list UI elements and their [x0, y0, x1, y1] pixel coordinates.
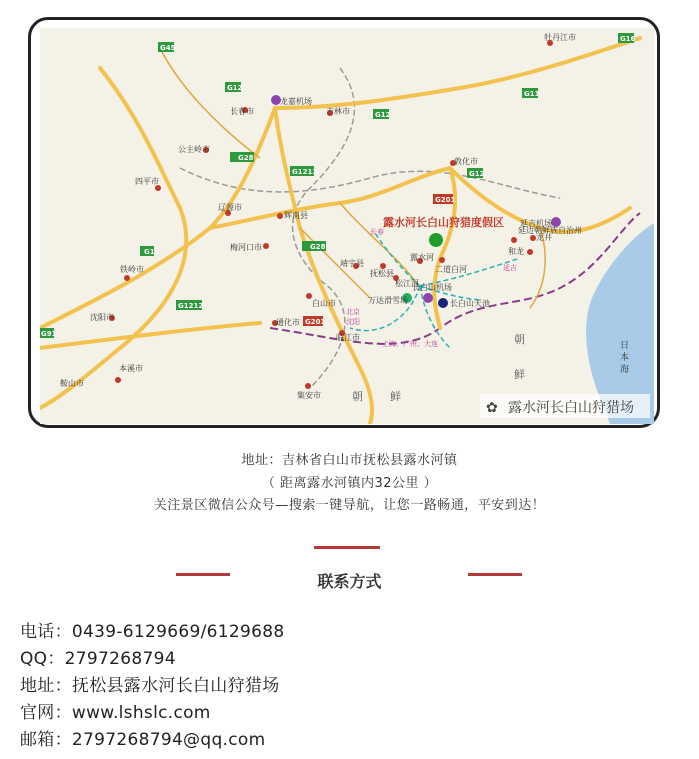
- svg-text:G12: G12: [469, 170, 485, 178]
- svg-text:和龙: 和龙: [508, 247, 524, 256]
- svg-text:集安市: 集安市: [297, 391, 321, 400]
- watermark: 露水河长白山狩猎场: [508, 400, 634, 416]
- svg-text:松江河: 松江河: [395, 279, 419, 288]
- svg-text:本: 本: [620, 353, 630, 363]
- svg-text:龙井: 龙井: [536, 233, 552, 242]
- svg-text:海: 海: [620, 365, 630, 375]
- svg-text:辽源市: 辽源市: [218, 203, 242, 212]
- distance-line: （ 距离露水河镇内32公里 ）: [261, 476, 438, 491]
- address-line: 地址：吉林省白山市抚松县露水河镇: [241, 453, 458, 468]
- svg-text:辉南县: 辉南县: [284, 211, 308, 220]
- svg-text:G1212: G1212: [178, 302, 204, 310]
- resort-label: 露水河长白山狩猎度假区: [383, 216, 504, 229]
- svg-text:鲜: 鲜: [390, 390, 401, 403]
- svg-text:白山市: 白山市: [312, 299, 336, 308]
- svg-text:万达滑雪场: 万达滑雪场: [368, 296, 408, 305]
- svg-text:G16: G16: [620, 35, 636, 43]
- svg-text:鲜: 鲜: [514, 368, 525, 381]
- svg-text:G1: G1: [144, 248, 155, 256]
- svg-text:G45: G45: [160, 44, 176, 52]
- navigation-tip: 关注景区微信公众号—搜索一键导航，让您一路畅通，平安到达！: [153, 498, 546, 513]
- svg-text:抚松县: 抚松县: [370, 269, 394, 278]
- svg-text:四平市: 四平市: [135, 177, 159, 186]
- svg-text:本溪市: 本溪市: [119, 364, 143, 373]
- contact-website[interactable]: 官网：www.lshslc.com: [20, 703, 211, 723]
- svg-text:G201: G201: [435, 196, 456, 204]
- svg-text:长白山天池: 长白山天池: [450, 299, 490, 308]
- svg-text:朝: 朝: [352, 390, 363, 403]
- svg-text:G28: G28: [238, 154, 254, 162]
- svg-text:G11: G11: [524, 90, 540, 98]
- section-divider-top: [314, 546, 380, 549]
- svg-text:G91: G91: [41, 330, 57, 338]
- watermark-icon: ✿: [486, 400, 498, 416]
- svg-text:G1212: G1212: [292, 168, 318, 176]
- svg-text:鞍山市: 鞍山市: [60, 379, 84, 388]
- svg-text:G12: G12: [375, 111, 391, 119]
- svg-text:上海、广州、大连: 上海、广州、大连: [382, 340, 438, 348]
- svg-text:延吉: 延吉: [503, 264, 517, 272]
- contact-email[interactable]: 邮箱：2797268794@qq.com: [20, 730, 266, 750]
- svg-text:G201: G201: [305, 318, 326, 326]
- travel-map: [40, 28, 654, 424]
- contact-title: 联系方式: [317, 572, 382, 591]
- svg-text:长白山机场: 长白山机场: [412, 283, 452, 292]
- svg-text:露水河: 露水河: [410, 253, 434, 262]
- svg-text:铁岭市: 铁岭市: [120, 265, 144, 274]
- contact-phone: 电话：0439-6129669/6129688: [20, 622, 285, 642]
- svg-text:吉林市: 吉林市: [326, 107, 350, 116]
- svg-text:公主岭市: 公主岭市: [178, 145, 210, 154]
- map-svg: [40, 28, 654, 424]
- svg-text:临江市: 临江市: [336, 333, 360, 342]
- svg-text:敦化市: 敦化市: [454, 157, 478, 166]
- svg-text:长春: 长春: [370, 228, 384, 236]
- svg-text:二道白河: 二道白河: [435, 265, 467, 274]
- svg-text:沈阳: 沈阳: [346, 318, 360, 326]
- svg-text:G28: G28: [310, 243, 326, 251]
- svg-text:梅河口市: 梅河口市: [230, 243, 262, 252]
- resort-marker: [429, 233, 443, 247]
- svg-text:牡丹江市: 牡丹江市: [544, 33, 576, 42]
- svg-text:北京: 北京: [346, 308, 360, 316]
- svg-text:延边朝鲜族自治州: 延边朝鲜族自治州: [518, 226, 582, 235]
- contact-qq: QQ：2797268794: [20, 649, 176, 669]
- svg-text:G12: G12: [227, 84, 243, 92]
- svg-text:朝: 朝: [514, 333, 525, 346]
- svg-text:靖宇县: 靖宇县: [340, 259, 364, 268]
- contact-address: 地址：抚松县露水河长白山狩猎场: [20, 676, 280, 696]
- svg-text:长春市: 长春市: [230, 107, 254, 116]
- svg-text:通化市: 通化市: [276, 318, 300, 327]
- svg-text:延吉机场: 延吉机场: [520, 219, 552, 228]
- svg-text:沈阳市: 沈阳市: [90, 313, 114, 322]
- svg-text:日: 日: [620, 341, 630, 351]
- svg-text:龙嘉机场: 龙嘉机场: [280, 97, 312, 106]
